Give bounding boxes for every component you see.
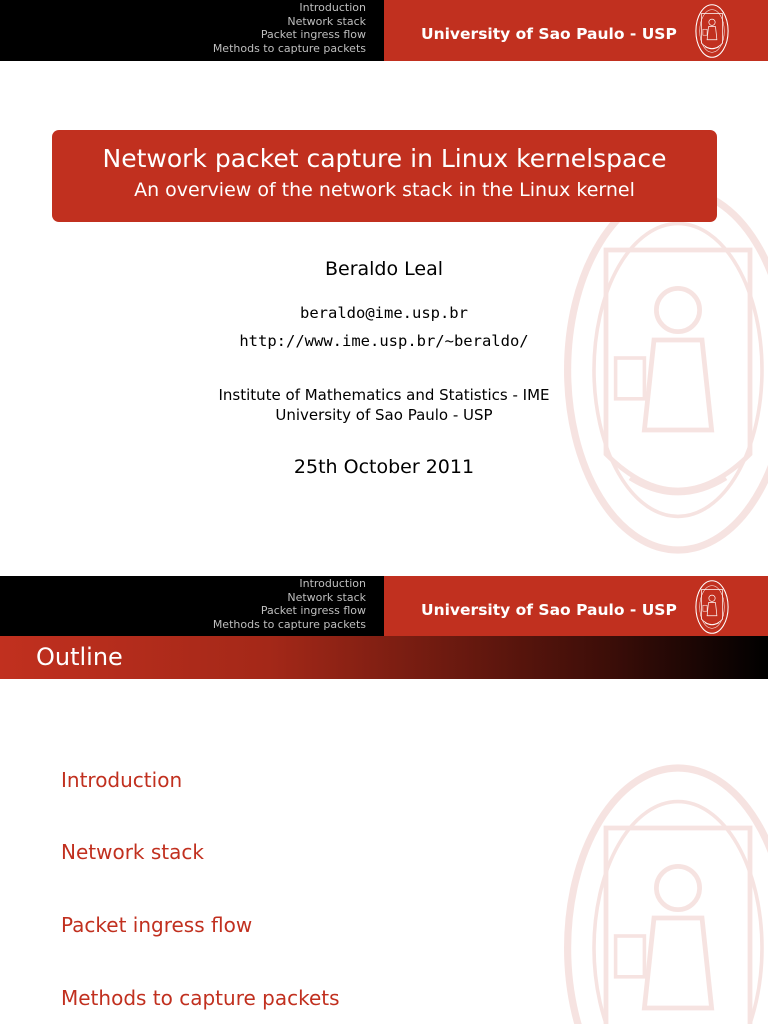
outline-slide [0,556,768,1024]
usp-seal-icon [694,579,730,635]
nav-item-network-stack[interactable]: Network stack [287,14,366,28]
nav-item-network-stack[interactable]: Network stack [287,590,366,604]
slide-header [0,576,768,637]
presentation-subtitle: An overview of the network stack in the Linux kernel [134,179,635,201]
presentation-title: Network packet capture in Linux kernelspace [102,144,667,173]
usp-seal-watermark-icon [558,748,768,1024]
nav-item-methods-to-capture[interactable]: Methods to capture packets [212,41,366,55]
presentation-date: 25th October 2011 [293,456,475,478]
frame-title: Outline [36,643,123,671]
institution-name: University of Sao Paulo - USP [421,25,677,43]
toc-item-introduction[interactable]: Introduction [61,768,183,792]
header-institution-panel [384,0,768,61]
institute-line-1: Institute of Mathematics and Statistics - IME [218,386,550,404]
header-nav-panel [0,0,384,61]
header-nav-panel [0,576,384,637]
toc-item-network-stack[interactable]: Network stack [61,840,204,864]
usp-seal-watermark-icon [558,170,768,570]
frame-title-bar [0,636,768,679]
usp-seal-icon [694,3,730,59]
nav-item-packet-ingress-flow[interactable]: Packet ingress flow [260,604,366,617]
nav-item-introduction[interactable]: Introduction [299,1,366,14]
toc-item-packet-ingress-flow[interactable]: Packet ingress flow [61,913,253,937]
section-nav [213,1,366,55]
author-name: Beraldo Leal [324,258,444,280]
nav-item-packet-ingress-flow[interactable]: Packet ingress flow [260,28,366,41]
author-url[interactable]: http://www.ime.usp.br/~beraldo/ [239,332,529,350]
header-institution-panel [384,576,768,637]
slide-header [0,0,768,61]
section-nav [213,577,366,631]
institute-line-2: University of Sao Paulo - USP [275,406,493,424]
author-email[interactable]: beraldo@ime.usp.br [300,304,468,322]
institution-name: University of Sao Paulo - USP [421,601,677,619]
nav-item-introduction[interactable]: Introduction [299,577,366,590]
nav-item-methods-to-capture[interactable]: Methods to capture packets [212,617,366,631]
toc-item-methods-to-capture[interactable]: Methods to capture packets [61,986,340,1010]
title-box [52,130,717,222]
